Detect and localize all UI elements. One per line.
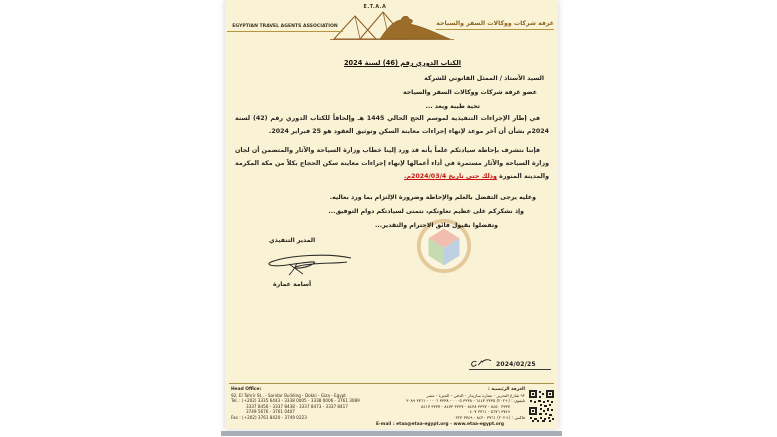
etaa-acronym: E.T.A.A [363, 5, 387, 10]
tel-ar-line2: ٣٣٣٧ ٨٤٥٠ - ٣٣٣٧ ٨٤٣٨ - ٣٣٣٧ ٨٤٧٣ - ٣٣٣٧ ٨٤١٧ [421, 403, 510, 409]
footer-divider [229, 383, 554, 384]
tel-en-line1: Tel. : (+202) 3335 6443 - 3338 0005 - 3338 0006 - 3761 3089 [231, 398, 360, 404]
letter-page [225, 0, 558, 429]
greeting-salutation: تحية طيبة وبعد ... [425, 103, 480, 110]
letter-date: 2024/02/25 [496, 361, 536, 368]
address-en: 92, El Tahrir St., - Saridar Building - Dokki - Giza - Egypt [231, 392, 346, 398]
tel-ar-line3: ٣٧٤٩ ٥٦٧٦ - ٣٧٦١ ٠٤٠٧ [467, 409, 510, 415]
page-bottom-bar [221, 431, 562, 436]
org-name-arabic: غرفة شركات ووكالات السفر والسياحة [436, 20, 554, 30]
paragraph-inspection-extension [235, 144, 549, 184]
closing-regards: وتفضلوا بقبول فائق الاحترام والتقدير... [375, 222, 498, 229]
closing-thanks: وإذ نشكركم على عظيم تعاونكم، نتمنى لسيادتكم دوام التوفيق... [328, 208, 524, 215]
head-office-label-ar: الغرفة الرئيسية : [488, 387, 525, 392]
paragraph-text: فإننا نتشرف بإحاطة سيادتكم علماً بأنه قد ورد إلينا خطاب وزارة السياحة والآثار والمتضمن أن لجان وزارة السياحة والآثار مستمرة في أداء أعمالها لإنهاء إجراءات معاينة سكن الحجاج بكلاً من مكة المكرمة والمدينة المنورة [235, 147, 549, 181]
signature-icon [259, 250, 359, 278]
signature-title: المدير التنفيذي [269, 237, 316, 244]
tel-en-line2: 3337 8450 - 3337 8438 - 3337 8473 - 3337 8417 [246, 403, 348, 409]
signatory-name: أسامة عمارة [273, 281, 312, 288]
org-name-english: EGYPTIAN TRAVEL AGENTS ASSOCIATION [227, 24, 343, 32]
fax-en: Fax : (+202) 3761 8420 - 3749 0223 [231, 414, 307, 420]
paragraph-deadline-notice: في إطار الإجراءات التنفيذية لموسم الحج الحالي 1445 هـ وإلحاقاً للكتاب الدوري رقم (42) لسنة 2024م بشأن أن آخر موعد لإنهاء إجراءات معاينة السكن وتوثيق العقود هو 25 فبراير 2024. [235, 115, 549, 136]
date-annotation [469, 357, 551, 370]
handwritten-mark-icon [469, 357, 493, 368]
email-website-line: E-mail : etaa@etaa-egypt.org - www.etaa-egypt.org [375, 422, 505, 427]
deadline-highlight: وذلك حتى تاريخ 2024/03/4م. [403, 173, 497, 181]
qr-code-icon [528, 389, 555, 423]
closing-compliance: وعليه يرجى التفضل بالعلم والإحاطة وضرورة الإلتزام بما ورد بعاليه. [329, 194, 536, 201]
greeting-recipient: السيد الأستاذ / الممثل القانوني للشركة [424, 75, 544, 82]
fax-ar: فاكس : (+٢٠٢) ٣٧٦١ ٨٤٢٠ - ٣٧٤٩ ٠٢٢٣ [453, 414, 525, 420]
letter-title: الكتاب الدوري رقم (46) لسنة 2024 [343, 59, 461, 67]
greeting-membership: عضو غرفة شركات ووكالات السفر والسياحة [402, 89, 537, 96]
tel-ar-line1: تليفون : (+٢٠٢) ٣٣٣٥ ٦٤٤٣ - ٣٣٣٨ ٠٠٠٥ - ٣٣٣٨ ٠٠٠٦ - ٣٧٦١ ٣٠٨٩ [406, 398, 525, 404]
tel-en-line3: 3749 5676 - 3761 0407 [246, 409, 295, 415]
head-office-block-en [231, 387, 360, 421]
address-ar: ٩٢ شارع التحرير - عمارة ساريدار - الدقي - الجيزة - مصر [426, 392, 525, 398]
head-office-label: Head Office: [231, 387, 262, 392]
head-office-block-ar [406, 387, 525, 421]
